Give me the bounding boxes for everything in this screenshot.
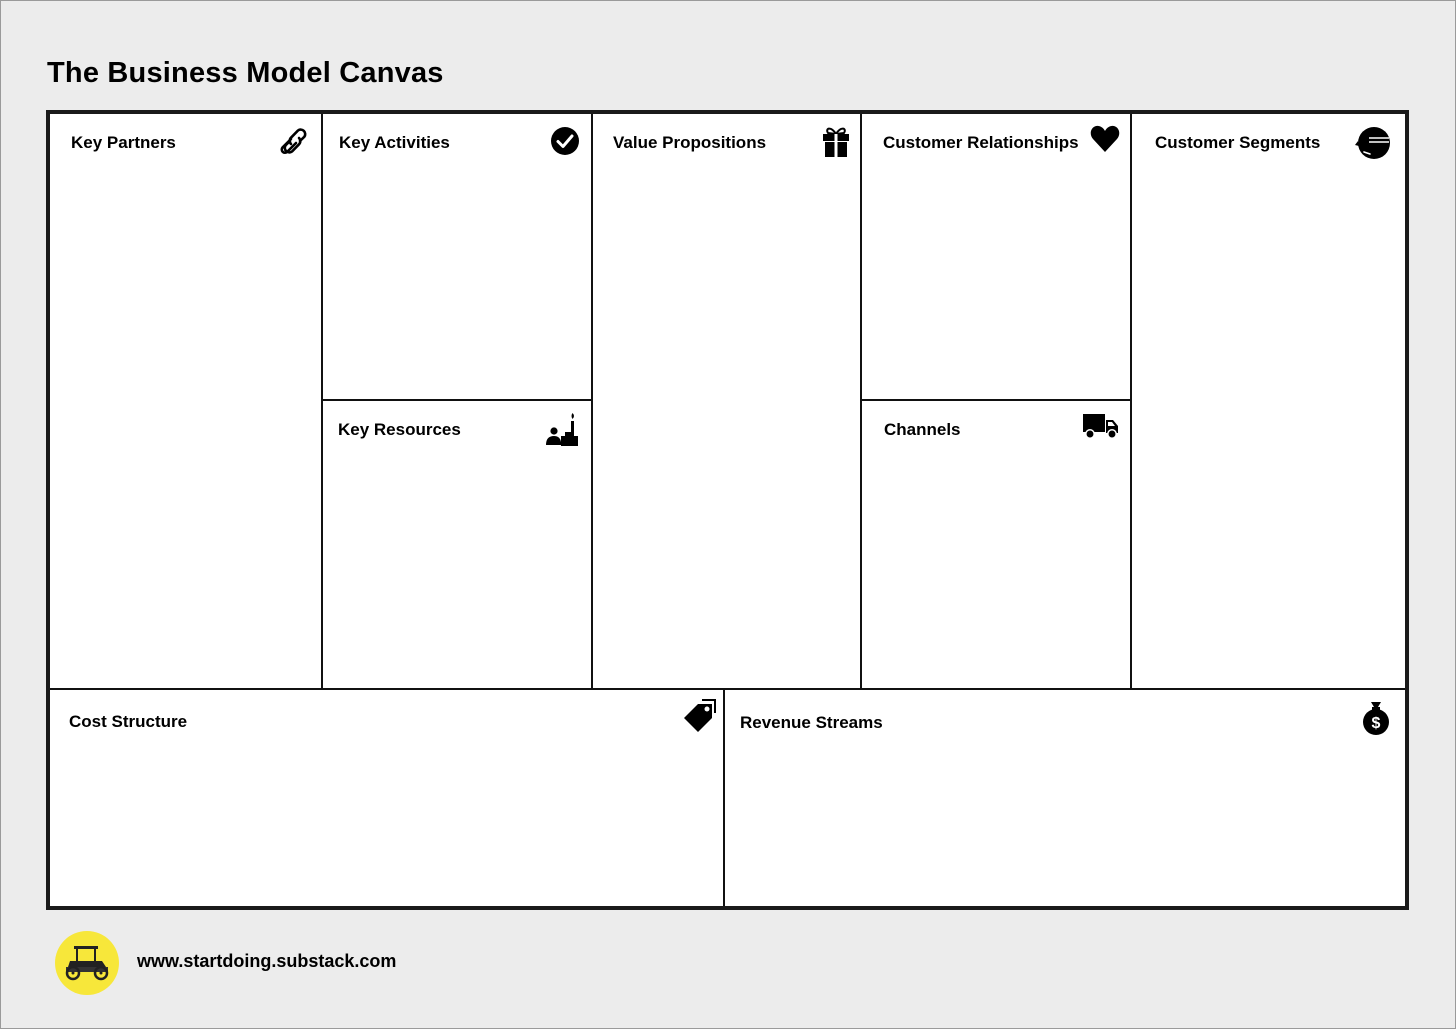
divider-partners-activities <box>321 114 323 689</box>
block-label-key-activities: Key Activities <box>339 133 450 152</box>
block-label-customer-relationships: Customer Relationships <box>883 133 1079 152</box>
price-tag-icon <box>681 698 717 734</box>
person-head-icon <box>1355 125 1391 161</box>
truck-icon <box>1082 412 1120 440</box>
gift-icon <box>822 126 850 158</box>
divider-relationships-channels <box>860 399 1131 401</box>
footer-url[interactable]: www.startdoing.substack.com <box>137 951 397 971</box>
vintage-car-logo <box>55 931 119 995</box>
divider-activities-value <box>591 114 593 689</box>
block-label-revenue-streams: Revenue Streams <box>740 713 883 732</box>
divider-top-bottom <box>50 688 1405 690</box>
block-label-key-partners: Key Partners <box>71 133 176 152</box>
divider-value-relationships <box>860 114 862 689</box>
divider-relationships-segments <box>1130 114 1132 689</box>
money-bag-icon <box>1361 700 1391 736</box>
svg-text:$: $ <box>1371 715 1381 732</box>
block-label-value-propositions: Value Propositions <box>613 133 767 152</box>
heart-icon <box>1090 125 1120 153</box>
page-title: The Business Model Canvas <box>47 57 444 89</box>
divider-cost-revenue <box>723 689 725 906</box>
worker-factory-icon <box>544 412 580 448</box>
block-label-key-resources: Key Resources <box>338 420 461 439</box>
block-label-cost-structure: Cost Structure <box>69 712 188 731</box>
divider-activities-resources <box>321 399 592 401</box>
block-label-channels: Channels <box>884 420 961 439</box>
link-icon <box>280 126 310 156</box>
block-label-customer-segments: Customer Segments <box>1155 133 1321 152</box>
business-model-canvas <box>46 110 1409 910</box>
checkmark-circle-icon <box>550 126 580 156</box>
